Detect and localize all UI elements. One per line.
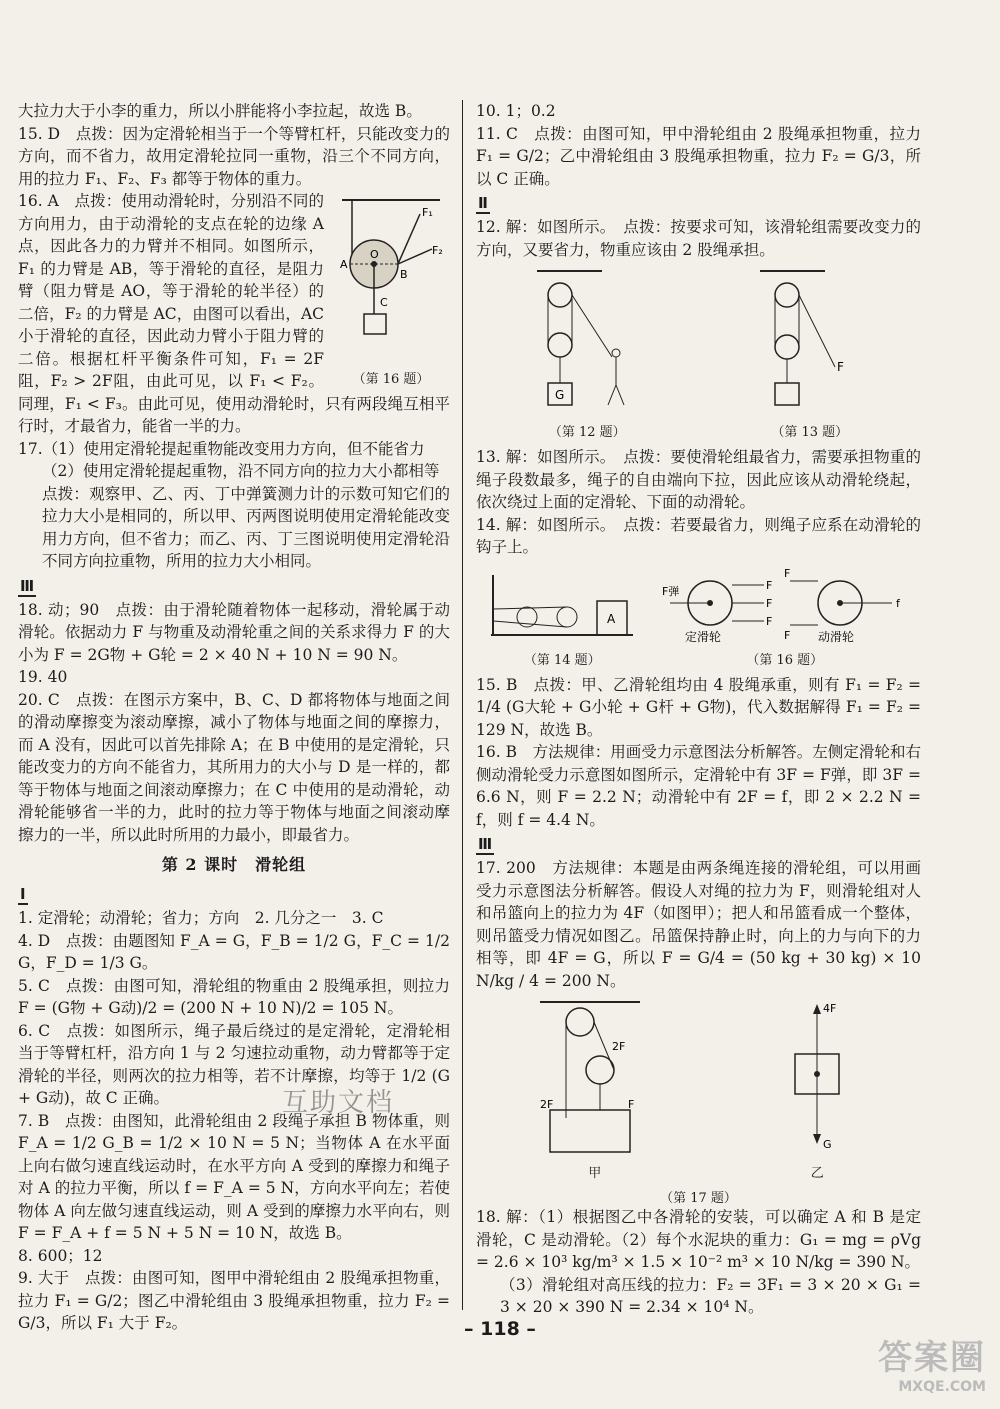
force-diagram-17b xyxy=(767,998,867,1158)
figure-14-caption: （第 14 题） xyxy=(523,652,601,668)
section-marker-2: Ⅱ xyxy=(478,194,488,212)
label-fixed-pulley: 定滑轮 xyxy=(684,629,721,644)
answer-19: 19. 40 xyxy=(18,668,68,686)
label-f-c: F xyxy=(765,614,773,628)
left-column xyxy=(18,100,450,1335)
figure-12-caption: （第 12 题） xyxy=(548,425,626,440)
answer-18-r: 18. 解：（1）根据图乙中各滑轮的安装，可以确定 A 和 B 是定滑轮，C 是动滑轮。（2）每个水泥块的重力：G₁ = mg = ρVg = 2.6 × 10³ kg/m³ × 1.5 × 10⁻² m³ × 10 N/kg = 390 N。 xyxy=(476,1208,921,1271)
answer-18: 18. 动；90 点拨：由于滑轮随着物体一起移动，滑轮属于动滑轮。依据动力 F 与物重及动滑轮重之间的关系求得力 F 的大小为 F = 2G物 + G轮 = 2 × 40 N + 10 N = 90 N。 xyxy=(18,600,450,664)
figures-12-13 xyxy=(476,267,921,440)
figure-17-b-label: 乙 xyxy=(810,1166,824,1181)
answer-17-r: 17. 200 方法规律：本题是由两条绳连接的滑轮组，可以用画受力示意图法分析解答。假设人对绳的拉力为 F，则滑轮组对人和吊篮向上的拉力为 4F（如图甲）；把人和吊篮看成一个整体，则吊篮受力情况如图乙。吊篮保持静止时，向上的力与向下的力相等，即 4F = G，所以 F = G/4 = (50 kg + 30 kg) × 10 N/kg / 4 = 200 N。 xyxy=(476,859,921,990)
answer-12: 12. 解：如图所示。 点拨：按要求可知，该滑轮组需要改变力的方向，又要省力，物重应该由 2 股绳承担。 xyxy=(476,218,921,259)
figure-13-caption: （第 13 题） xyxy=(771,425,849,440)
label-c: C xyxy=(380,296,388,309)
label-o: O xyxy=(370,248,379,261)
answer-5: 5. C 点拨：由图可知，滑轮组的物重由 2 股绳承担，则拉力 F = (G物 + G动)/2 = (200 N + 10 N)/2 = 105 N。 xyxy=(18,976,450,1017)
figure-17 xyxy=(476,998,921,1181)
answer-20: 20. C 点拨：在图示方案中，B、C、D 都将物体与地面之间的滑动摩擦变为滚动摩擦，减小了物体与地面之间的摩擦力，而 A 没有，因此可以首先排除 A；在 B 中使用的是定滑轮，只能改变力的方向不能省力，其所用力的大小与 D 是一样的，都等于物体与地面之间滚动摩擦力；在 C 中使用的是动滑轮，动滑轮能够省一半的力，此时的拉力等于物体与地面之间滚动摩擦力的一半，所以此时所用的力最小，即最省力。 xyxy=(18,690,450,844)
label-4f: 4F xyxy=(823,1002,837,1015)
pulley-diagram-14 xyxy=(487,565,637,645)
answer-16: 16. A 点拨：使用动滑轮时，分别沿不同的方向用力，由于动滑轮的支点在轮的边缘 A 点，因此各力的力臂并不相同。如图所示，F₁ 的力臂是 AB，等于滑轮的直径，是阻力臂（阻力臂是 AO，等于滑轮的轮半径）的二倍，F₂ 的力臂是 AC，由图可以看出，AC 小于滑轮的直径，因此动力臂小于阻力臂的二倍。根据杠杆平衡条件可知，F₁ = 2F阻，F₂ > 2F阻，由此可见，以 F₁ < F₂。同理，F₁ < F₃。由此可见，使用动滑轮时，只有两段绳互相平行时，才最省力，能省一半的力。 xyxy=(18,192,450,435)
label-f-friction: f xyxy=(895,596,900,610)
answer-16-r: 16. B 方法规律：用画受力示意图法分析解答。左侧定滑轮和右侧动滑轮受力示意图如图所示，定滑轮中有 3F = F弹，即 3F = 6.6 N，则 F = 2.2 N；动滑轮中有 2F = f，即 2 × 2.2 N = f，则 f = 4.4 N。 xyxy=(476,743,921,829)
figure-17-b xyxy=(767,998,867,1181)
figure-17-a xyxy=(530,998,660,1181)
watermark-url: MXQE.COM xyxy=(898,1379,986,1395)
answer-1-3: 1. 定滑轮；动滑轮；省力；方向 2. 几分之一 3. C xyxy=(18,909,384,927)
label-g-17: G xyxy=(823,1138,832,1151)
label-g-12: G xyxy=(555,388,565,402)
section-marker-1: Ⅰ xyxy=(20,885,26,903)
answer-18-r-part3: （3）滑轮组对高压线的拉力：F₂ = 3F₁ = 3 × 20 × G₁ = 3 × 20 × 390 N = 2.34 × 10⁴ N。 xyxy=(500,1275,921,1316)
figure-14 xyxy=(487,565,637,668)
answer-17-tip: 点拨：观察甲、乙、丙、丁中弹簧测力计的示数可知它们的拉力大小是相同的，所以甲、丙两图说明使用定滑轮能改变用力方向，但不省力；而乙、丙、丁三图说明使用定滑轮沿不同方向拉重物，所用的拉力大小相同。 xyxy=(42,484,450,570)
right-column xyxy=(476,100,921,1319)
answer-4: 4. D 点拨：由题图知 F_A = G，F_B = 1/2 G，F_C = 1/2 G，F_D = 1/3 G。 xyxy=(18,931,450,972)
column-divider xyxy=(462,100,463,1310)
handwritten-stamp: 互助文档 xyxy=(282,1088,395,1118)
figure-17-a-label: 甲 xyxy=(588,1166,602,1181)
figure-16 xyxy=(332,194,450,387)
pulley-diagram-17a xyxy=(530,998,660,1158)
answer-8: 8. 600；12 xyxy=(18,1246,103,1265)
answer-11: 11. C 点拨：由图可知，甲中滑轮组由 2 股绳承担物重，拉力 F₁ = G/2；乙中滑轮组由 3 股绳承担物重，拉力 F₂ = G/3，所以 C 正确。 xyxy=(476,124,921,188)
answer-10: 10. 1；0.2 xyxy=(476,102,556,120)
section-marker-3-r: Ⅲ xyxy=(478,835,493,853)
answer-6: 6. C 点拨：如图所示，绳子最后绕过的是定滑轮，定滑轮相当于等臂杠杆，沿方向 1 与 2 匀速拉动重物，动力臂都等于定滑轮的半径，则两次的拉力相等，若不计摩擦，均等于 1/2 (G + G动)，故 C 正确。 xyxy=(18,1021,450,1107)
answer-13: 13. 解：如图所示。 点拨：要使滑轮组最省力，需要承担物重的绳子段数最多，绳子的自由端向下拉，因此应该从动滑轮绕起，依次绕过上面的定滑轮、下面的动滑轮。 xyxy=(476,448,921,511)
figure-12 xyxy=(532,267,642,440)
figure-16-caption: （第 16 题） xyxy=(352,372,430,387)
label-a: A xyxy=(340,258,348,271)
figure-16-right-caption: （第 16 题） xyxy=(746,652,824,668)
pulley-diagram-12 xyxy=(532,267,642,417)
label-f-b: F xyxy=(765,596,773,610)
label-f-d: F xyxy=(783,566,791,580)
label-a-14: A xyxy=(607,611,616,626)
figure-16-right xyxy=(660,565,910,668)
label-moving-pulley: 动滑轮 xyxy=(817,629,854,644)
answer-17-part2: （2）使用定滑轮提起重物，沿不同方向的拉力大小都相等 xyxy=(42,462,440,480)
watermark-logo xyxy=(878,1330,986,1395)
answer-continued: 大拉力大于小李的重力，所以小胖能将小李拉起，故选 B。 xyxy=(18,102,422,120)
pulley-diagram-16 xyxy=(332,194,450,364)
watermark-title: 答案圈 xyxy=(878,1338,986,1378)
answer-15: 15. D 点拨：因为定滑轮相当于一个等臂杠杆，只能改变力的方向，而不省力，故用定滑轮拉同一重物，沿三个不同方向，用的拉力 F₁、F₂、F₃ 都等于物体的重力。 xyxy=(18,124,450,188)
answer-9: 9. 大于 点拨：由图可知，图甲中滑轮组由 2 股绳承担物重，拉力 F₁ = G/2；图乙中滑轮组由 3 股绳承担物重，拉力 F₂ = G/3，所以 F₁ 大于 F₂。 xyxy=(18,1269,450,1332)
label-2f-b: 2F xyxy=(539,1098,554,1111)
label-f-a: F xyxy=(765,578,773,592)
label-f1: F₁ xyxy=(422,206,433,219)
label-f-e: F xyxy=(783,628,791,642)
answer-7: 7. B 点拨：由图知，此滑轮组由 2 段绳子承担 B 物体重，则 F_A = 1/2 G_B = 1/2 × 10 N = 5 N；当物体 A 在水平面上向右做匀速直线运动时，在水平方向 A 受到的摩擦力和绳子对 A 的拉力平衡，所以 f = F_A = 5 N，方向水平向左；若使物体 A 向左做匀速直线运动，则 A 受到的摩擦力水平向右，则 F = F_A + f = 5 N + 5 N = 10 N，故选 B。 xyxy=(18,1111,450,1242)
label-fspring: F弹 xyxy=(661,584,680,598)
force-diagram-16 xyxy=(660,565,910,645)
figure-13 xyxy=(755,267,865,440)
label-2f-a: 2F xyxy=(611,1040,626,1053)
section-marker-3: Ⅲ xyxy=(20,576,35,595)
page-number: – 118 – xyxy=(464,1318,536,1340)
answer-15-r: 15. B 点拨：甲、乙滑轮组均由 4 股绳承重，则有 F₁ = F₂ = 1/4 (G大轮 + G小轮 + G杆 + G物)，代入数据解得 F₁ = F₂ = 129 N，故选 B。 xyxy=(476,675,921,739)
label-f-17: F xyxy=(627,1098,635,1111)
lesson-title: 第 2 课时 滑轮组 xyxy=(161,855,307,874)
label-f-13: F xyxy=(836,360,844,374)
figures-14-16 xyxy=(476,565,921,668)
pulley-diagram-13 xyxy=(755,267,865,417)
label-f2: F₂ xyxy=(432,244,443,257)
label-b: B xyxy=(400,268,408,281)
answer-17-part1: 17.（1）使用定滑轮提起重物能改变用力方向，但不能省力 xyxy=(18,439,425,458)
answer-14: 14. 解：如图所示。 点拨：若要最省力，则绳子应系在动滑轮的钩子上。 xyxy=(476,515,921,556)
figure-17-caption: （第 17 题） xyxy=(660,1191,737,1206)
